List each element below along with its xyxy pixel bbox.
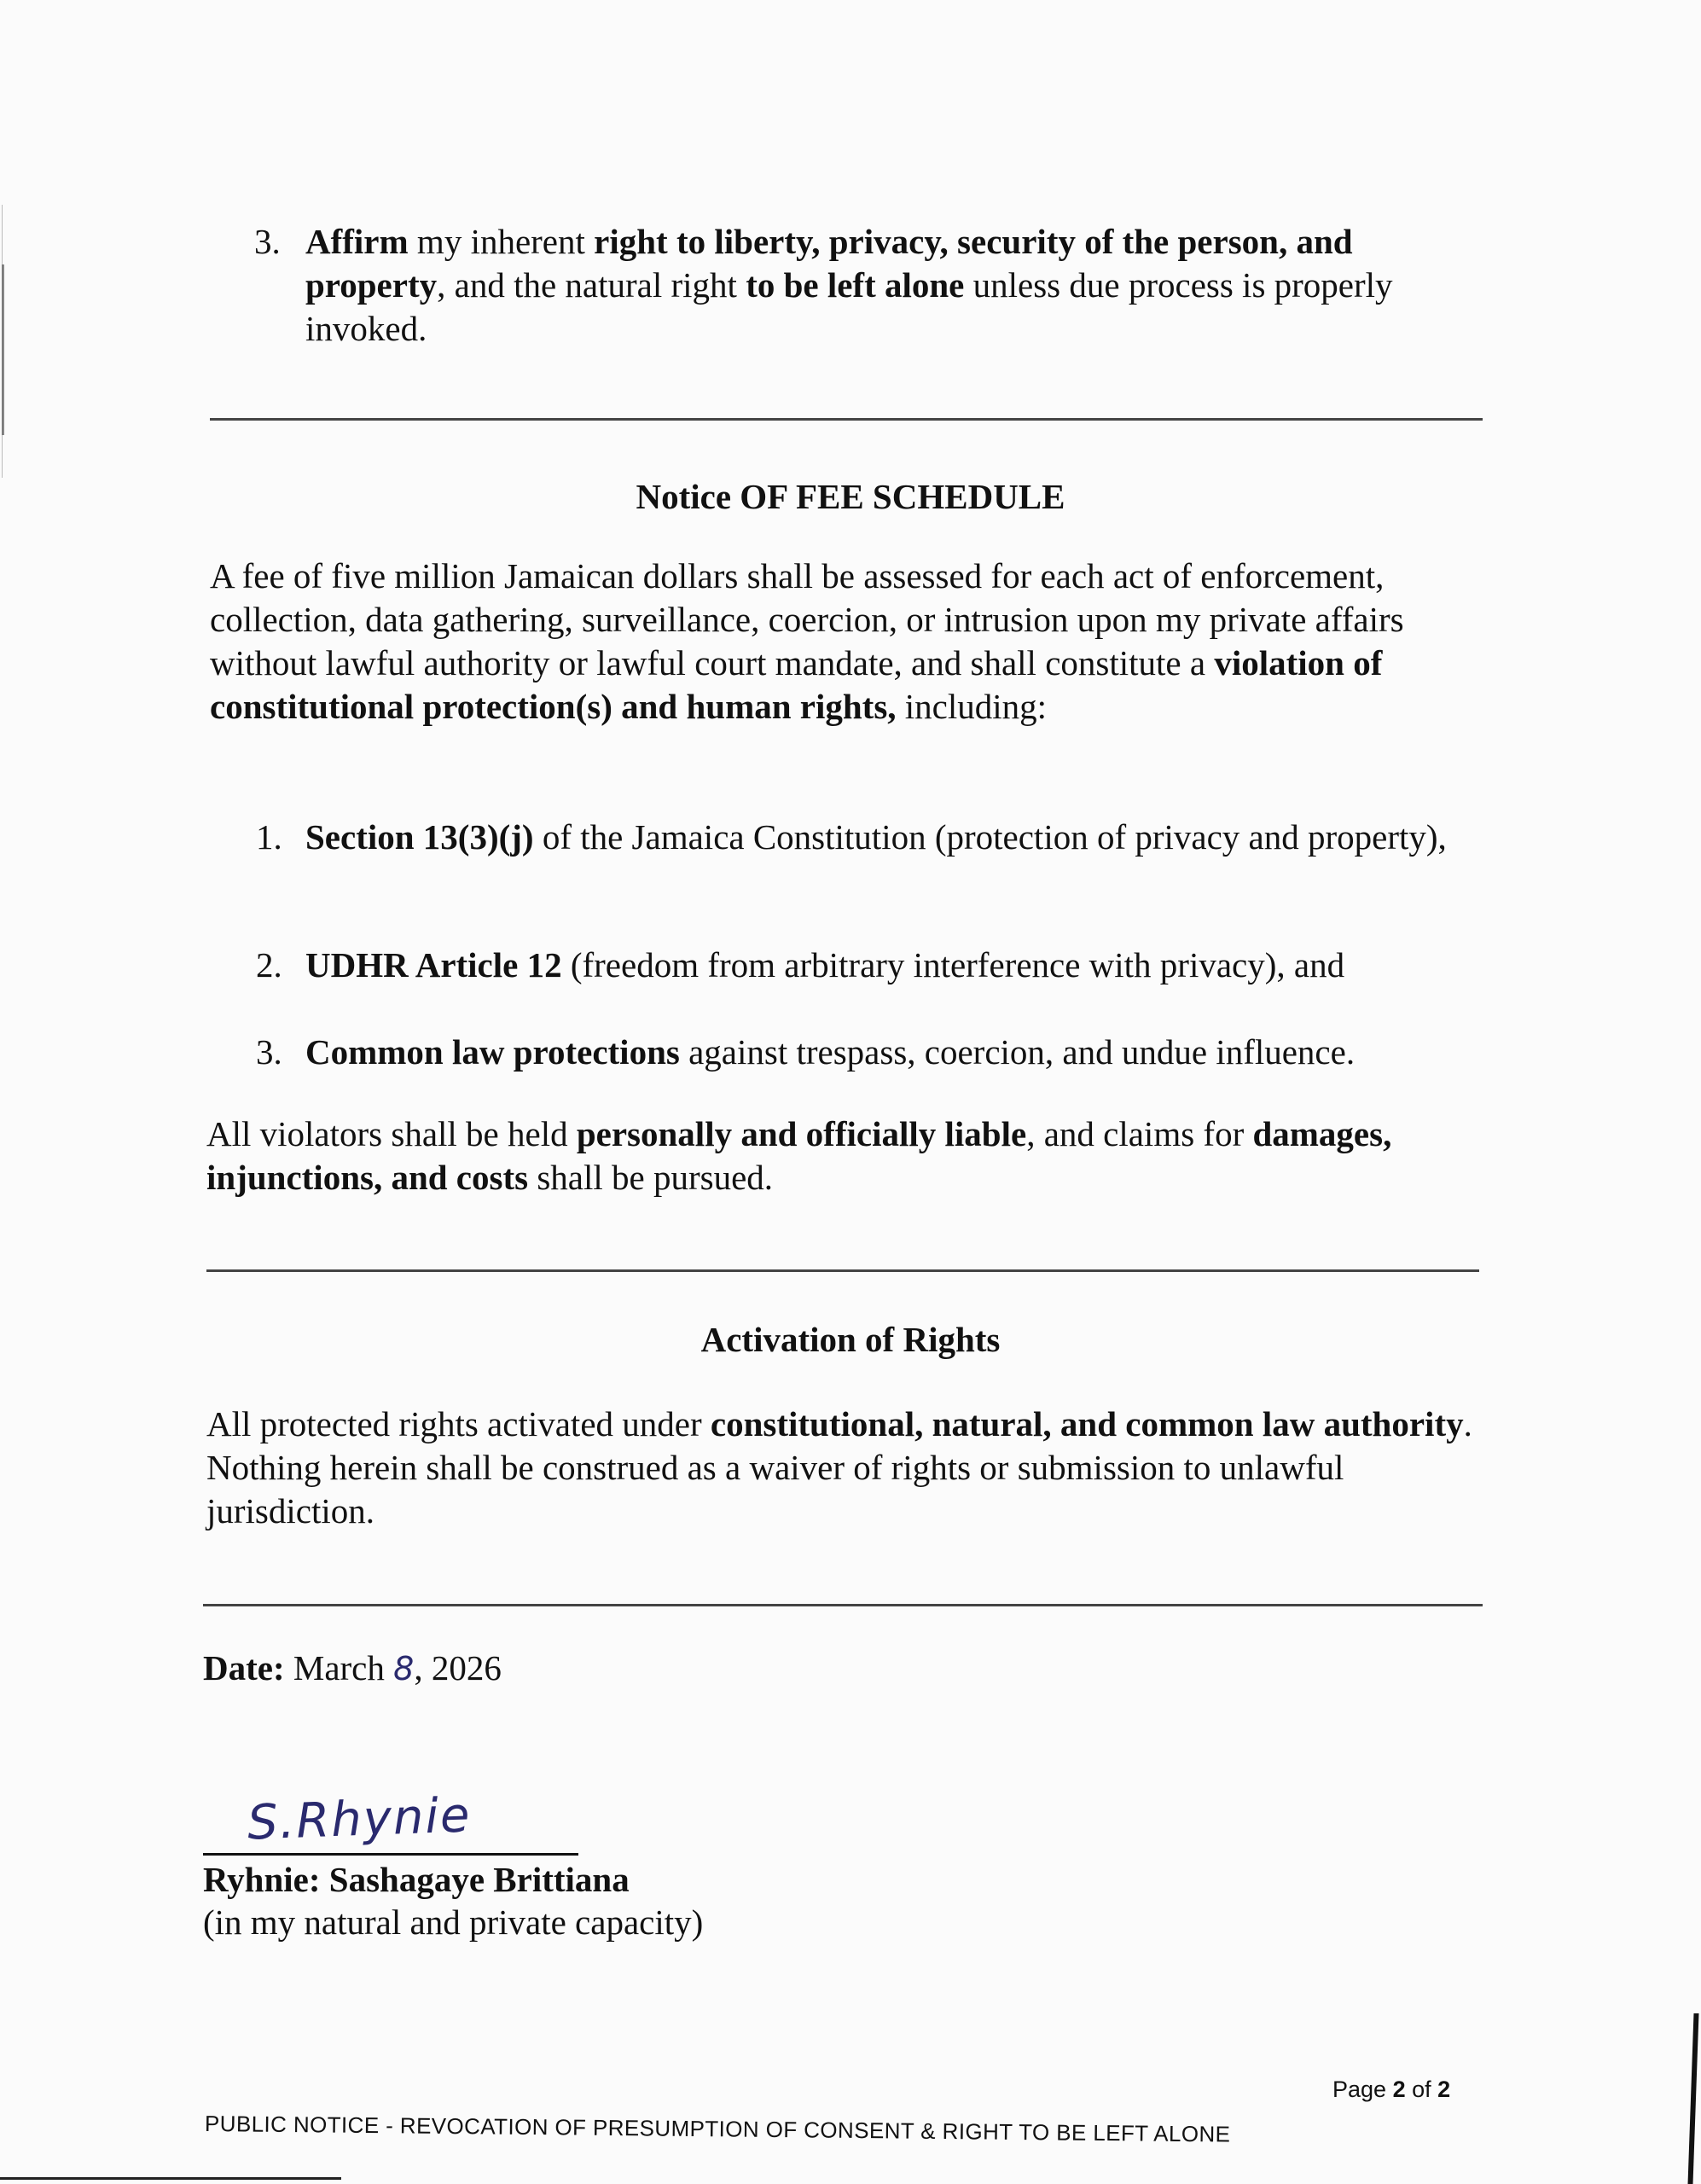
list-number: 3. <box>254 222 281 261</box>
scan-edge <box>1688 2013 1699 2184</box>
handwritten-day: 8 <box>393 1650 415 1687</box>
bold-text: right to liberty, privacy, security of the person, and property <box>305 222 1353 305</box>
liability-statement: All violators shall be held personally and officially liable, and claims for damages, injunctions, and costs shall be pursued. <box>206 1114 1392 1197</box>
list-number: 2. <box>256 945 282 985</box>
list-item: Common law protections against trespass, coercion, and undue influence. <box>305 1032 1356 1072</box>
activation-statement: All protected rights activated under constitutional, natural, and common law authority. Nothing herein shall be construed as a waiver of rights or submission to unlawful jurisdiction. <box>206 1404 1472 1531</box>
list-number: 1. <box>256 817 282 857</box>
fee-schedule-heading: Notice OF FEE SCHEDULE <box>636 477 1065 516</box>
scan-edge <box>2 264 4 435</box>
list-item: UDHR Article 12 (freedom from arbitrary interference with privacy), and <box>305 945 1345 985</box>
scan-edge <box>0 2177 341 2180</box>
page-number: Page 2 of 2 <box>1332 2077 1451 2102</box>
section-divider <box>203 1604 1483 1606</box>
activation-heading: Activation of Rights <box>700 1320 1001 1359</box>
list-item: Section 13(3)(j) of the Jamaica Constitution (protection of privacy and property), <box>305 817 1447 857</box>
bold-text: to be left alone <box>746 265 965 305</box>
date-label: Date: <box>203 1648 285 1687</box>
bold-text: violation of constitutional protection(s) and human rights, <box>210 643 1383 726</box>
fee-schedule-intro: A fee of five million Jamaican dollars shall be assessed for each act of enforcement, collection, data gathering, surveillance, coercion, or intrusion upon my private affairs without lawful authority or lawful court mandate, and shall constitute a violation of constitutional protection(s) and human rights, including: <box>210 556 1404 726</box>
handwritten-signature: S.Rhynie <box>246 1787 473 1851</box>
affirm-rights-item: Affirm my inherent right to liberty, privacy, security of the person, and property, and the natural right to be left alone unless due process is properly invoked. <box>305 222 1393 348</box>
list-number: 3. <box>256 1032 282 1072</box>
signature-line <box>203 1853 578 1856</box>
bold-text: Affirm <box>305 222 409 261</box>
signer-capacity: (in my natural and private capacity) <box>203 1902 704 1942</box>
date-line: Date: March 8, 2026 <box>203 1648 502 1687</box>
footer-title: PUBLIC NOTICE - REVOCATION OF PRESUMPTION OF CONSENT & RIGHT TO BE LEFT ALONE <box>204 2111 1231 2147</box>
section-divider <box>210 418 1483 421</box>
section-divider <box>206 1269 1479 1272</box>
signer-name: Ryhnie: Sashagaye Brittiana <box>203 1860 630 1899</box>
